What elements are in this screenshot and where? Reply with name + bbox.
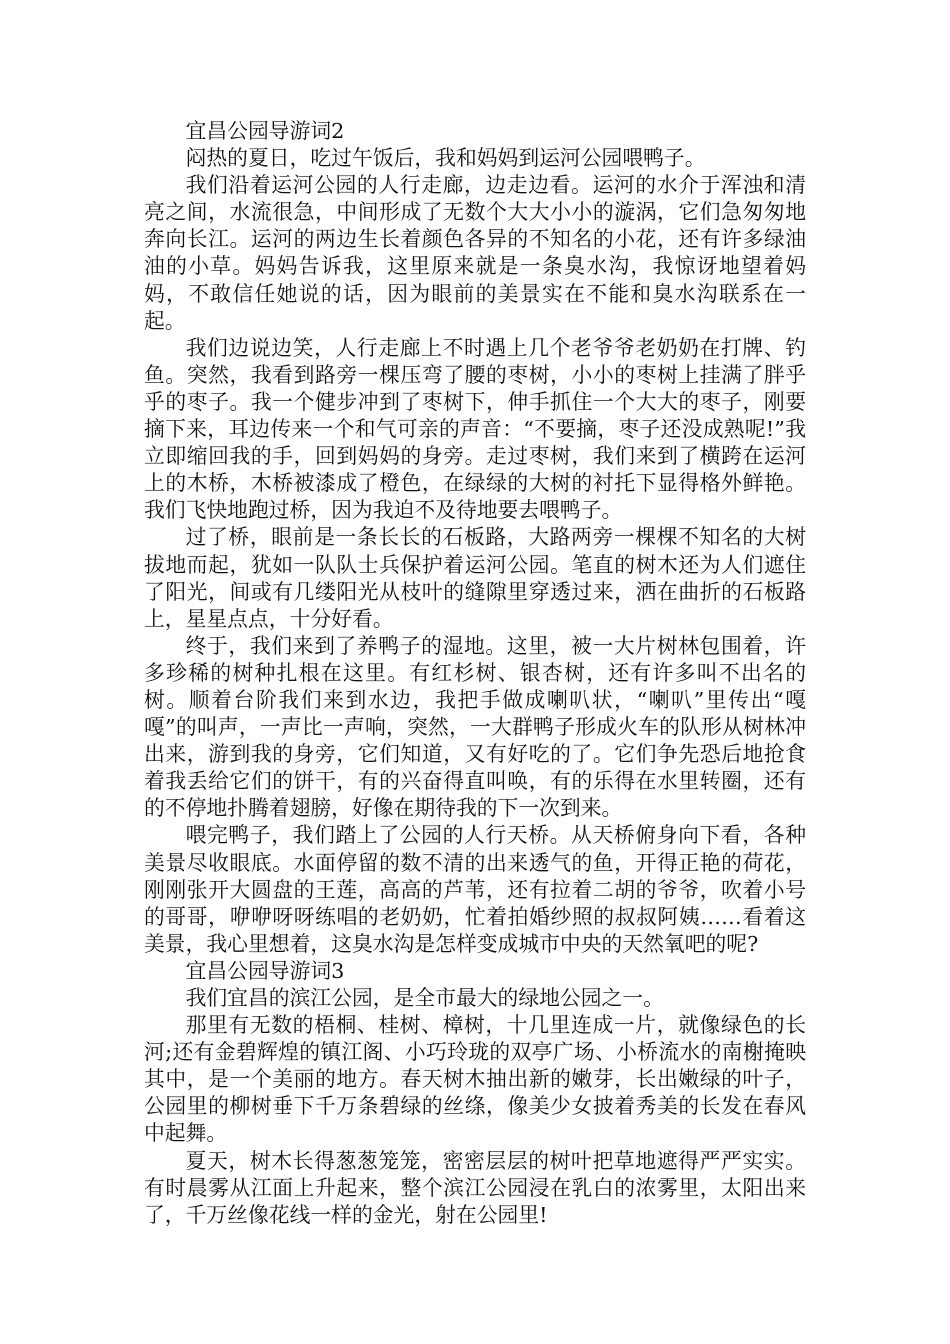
paragraph: 闷热的夏日，吃过午饭后，我和妈妈到运河公园喂鸭子。 [185, 146, 706, 171]
paragraph: 我们宜昌的滨江公园，是全市最大的绿地公园之一。 [185, 986, 664, 1010]
document-body [144, 118, 806, 1229]
paragraph: 那里有无数的梧桐、桂树、樟树，十几里连成一片，就像绿色的长河;还有金碧辉煌的镇江阁、小巧玲珑的双亭广场、小桥流水的南榭掩映其中，是一个美丽的地方。春天树木抽出新的嫩芽，长出嫩绿的叶子，公园里的柳树垂下千万条碧绿的丝绦，像美少女披着秀美的长发在春风中起舞。 [144, 1013, 806, 1146]
paragraph: 夏天，树木长得葱葱笼笼，密密层层的树叶把草地遮得严严实实。有时晨雾从江面上升起来，整个滨江公园浸在乳白的浓雾里，太阳出来了，千万丝像花线一样的金光，射在公园里! [144, 1148, 806, 1227]
paragraph: 我们边说边笑，人行走廊上不时遇上几个老爷爷老奶奶在打牌、钓鱼。突然，我看到路旁一棵压弯了腰的枣树，小小的枣树上挂满了胖乎乎的枣子。我一个健步冲到了枣树下，伸手抓住一个大大的枣子，刚要摘下来，耳边传来一个和气可亲的声音：“不要摘，枣子还没成熟呢!”我立即缩回我的手，回到妈妈的身旁。走过枣树，我们来到了横跨在运河上的木桥，木桥被漆成了橙色，在绿绿的大树的衬托下显得格外鲜艳。我们飞快地跑过桥，因为我迫不及待地要去喂鸭子。 [144, 335, 806, 523]
paragraph: 过了桥，眼前是一条长长的石板路，大路两旁一棵棵不知名的大树拔地而起，犹如一队队士兵保护着运河公园。笔直的树木还为人们遮住了阳光，间或有几缕阳光从枝叶的缝隙里穿透过来，洒在曲折的石板路上，星星点点，十分好看。 [144, 525, 806, 631]
paragraph: 终于，我们来到了养鸭子的湿地。这里，被一大片树林包围着，许多珍稀的树种扎根在这里。有红杉树、银杏树，还有许多叫不出名的树。顺着台阶我们来到水边，我把手做成喇叭状，“喇叭”里传出“嘎嘎”的叫声，一声比一声响，突然，一大群鸭子形成火车的队形从树林冲出来，游到我的身旁，它们知道，又有好吃的了。它们争先恐后地抢食着我丢给它们的饼干，有的兴奋得直叫唤，有的乐得在水里转圈，还有的不停地扑腾着翅膀，好像在期待我的下一次到来。 [144, 633, 806, 821]
section-heading: 宜昌公园导游词3 [185, 958, 345, 983]
section-heading: 宜昌公园导游词2 [185, 119, 345, 143]
paragraph: 我们沿着运河公园的人行走廊，边走边看。运河的水介于浑浊和清亮之间，水流很急，中间形成了无数个大大小小的漩涡，它们急匆匆地奔向长江。运河的两边生长着颜色各异的不知名的小花，还有许多绿油油的小草。妈妈告诉我，这里原来就是一条臭水沟，我惊讶地望着妈妈，不敢信任她说的话，因为眼前的美景实在不能和臭水沟联系在一起。 [144, 173, 806, 333]
paragraph: 喂完鸭子，我们踏上了公园的人行天桥。从天桥俯身向下看，各种美景尽收眼底。水面停留的数不清的出来透气的鱼，开得正艳的荷花，刚刚张开大圆盘的王莲，高高的芦苇，还有拉着二胡的爷爷，吹着小号的哥哥，咿咿呀呀练唱的老奶奶，忙着拍婚纱照的叔叔阿姨……看着这美景，我心里想着，这臭水沟是怎样变成城市中央的天然氧吧的呢? [144, 823, 806, 956]
